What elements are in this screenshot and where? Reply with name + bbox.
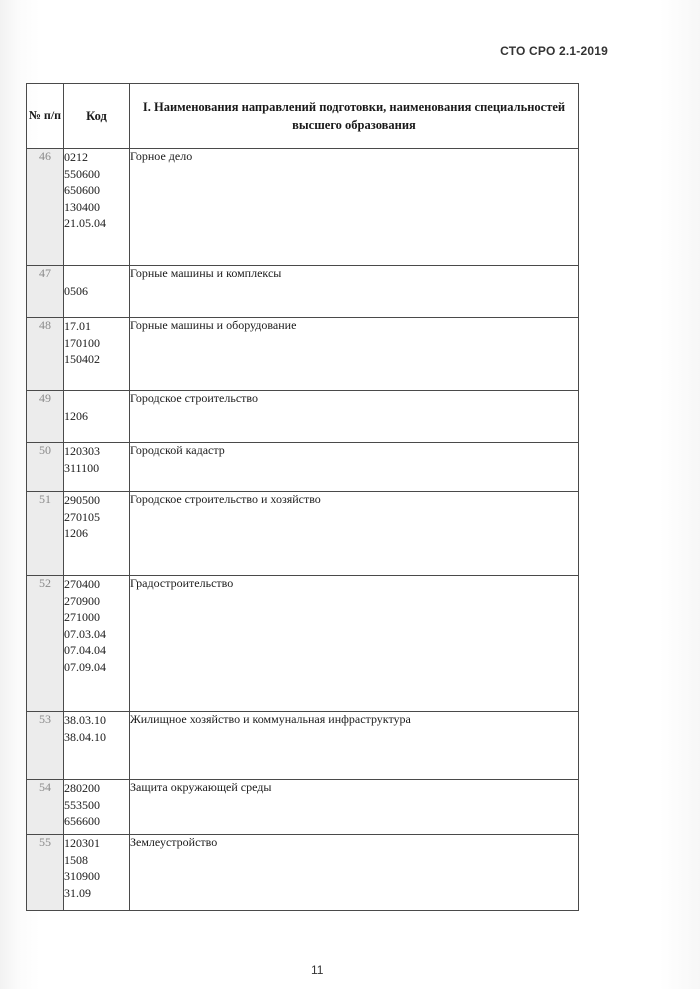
code-value: 38.03.10 bbox=[64, 713, 106, 727]
row-number: 49 bbox=[27, 391, 64, 443]
code-value: 170100 bbox=[64, 335, 100, 350]
row-number: 53 bbox=[27, 712, 64, 780]
code-value: 150402 bbox=[64, 352, 100, 366]
code-value: 270105 bbox=[64, 509, 100, 524]
row-codes bbox=[64, 318, 130, 391]
code-value: 0212 bbox=[64, 150, 88, 164]
row-name: Горные машины и комплексы bbox=[130, 266, 579, 318]
code-value: 130400 bbox=[64, 199, 100, 214]
table-header-row bbox=[27, 84, 579, 149]
row-name: Защита окружающей среды bbox=[130, 780, 579, 835]
row-name: Городское строительство bbox=[130, 391, 579, 443]
row-number: 50 bbox=[27, 443, 64, 492]
header-num: № п/п bbox=[27, 84, 64, 149]
code-value: 17.01 bbox=[64, 319, 91, 333]
code-value: 280200 bbox=[64, 781, 100, 795]
table-row bbox=[27, 835, 579, 911]
row-number: 55 bbox=[27, 835, 64, 911]
row-number: 46 bbox=[27, 149, 64, 266]
code-value: 553500 bbox=[64, 797, 100, 812]
row-name: Горные машины и оборудование bbox=[130, 318, 579, 391]
row-number: 51 bbox=[27, 492, 64, 576]
code-value: 0506 bbox=[64, 284, 88, 299]
row-number: 47 bbox=[27, 266, 64, 318]
table-row bbox=[27, 266, 579, 318]
table-row bbox=[27, 318, 579, 391]
code-value: 31.09 bbox=[64, 885, 91, 900]
row-number: 48 bbox=[27, 318, 64, 391]
code-value: 270400 bbox=[64, 577, 100, 591]
header-code: Код bbox=[64, 84, 130, 149]
row-name: Землеустройство bbox=[130, 835, 579, 911]
code-value: 21.05.04 bbox=[64, 216, 106, 230]
code-value: 310900 bbox=[64, 869, 100, 883]
row-name: Городское строительство и хозяйство bbox=[130, 492, 579, 576]
row-name: Городской кадастр bbox=[130, 443, 579, 492]
code-value: 290500 bbox=[64, 493, 100, 507]
code-value: 650600 bbox=[64, 183, 100, 197]
code-value: 311100 bbox=[64, 460, 100, 475]
header-name: I. Наименования направлений подготовки, наименования специальностей высшего образования bbox=[130, 84, 579, 149]
table-row bbox=[27, 576, 579, 712]
code-value: 120301 bbox=[64, 836, 100, 850]
code-value: 270900 bbox=[64, 593, 100, 608]
row-codes bbox=[64, 443, 130, 492]
page-number: 11 bbox=[311, 963, 324, 977]
row-codes bbox=[64, 266, 130, 318]
document-code: СТО СРО 2.1-2019 bbox=[500, 44, 608, 58]
code-value: 07.09.04 bbox=[64, 659, 106, 674]
row-name: Градостроительство bbox=[130, 576, 579, 712]
code-value: 07.04.04 bbox=[64, 643, 106, 657]
row-name: Жилищное хозяйство и коммунальная инфраструктура bbox=[130, 712, 579, 780]
code-value: 38.04.10 bbox=[64, 729, 106, 744]
row-codes bbox=[64, 492, 130, 576]
row-codes bbox=[64, 576, 130, 712]
code-value: 1206 bbox=[64, 526, 88, 540]
row-number: 54 bbox=[27, 780, 64, 835]
code-value: 656600 bbox=[64, 814, 100, 828]
code-value: 271000 bbox=[64, 610, 100, 624]
table-row bbox=[27, 712, 579, 780]
row-name: Горное дело bbox=[130, 149, 579, 266]
code-value: 550600 bbox=[64, 166, 100, 181]
table-row bbox=[27, 443, 579, 492]
table-row bbox=[27, 780, 579, 835]
table-row bbox=[27, 492, 579, 576]
code-value: 1508 bbox=[64, 852, 88, 867]
row-codes bbox=[64, 780, 130, 835]
code-value: 07.03.04 bbox=[64, 626, 106, 641]
specialties-table bbox=[26, 83, 579, 911]
row-codes bbox=[64, 712, 130, 780]
row-codes bbox=[64, 835, 130, 911]
code-value: 1206 bbox=[64, 409, 88, 424]
table-row bbox=[27, 391, 579, 443]
row-codes bbox=[64, 391, 130, 443]
table-row bbox=[27, 149, 579, 266]
code-value: 120303 bbox=[64, 444, 100, 458]
row-codes bbox=[64, 149, 130, 266]
row-number: 52 bbox=[27, 576, 64, 712]
